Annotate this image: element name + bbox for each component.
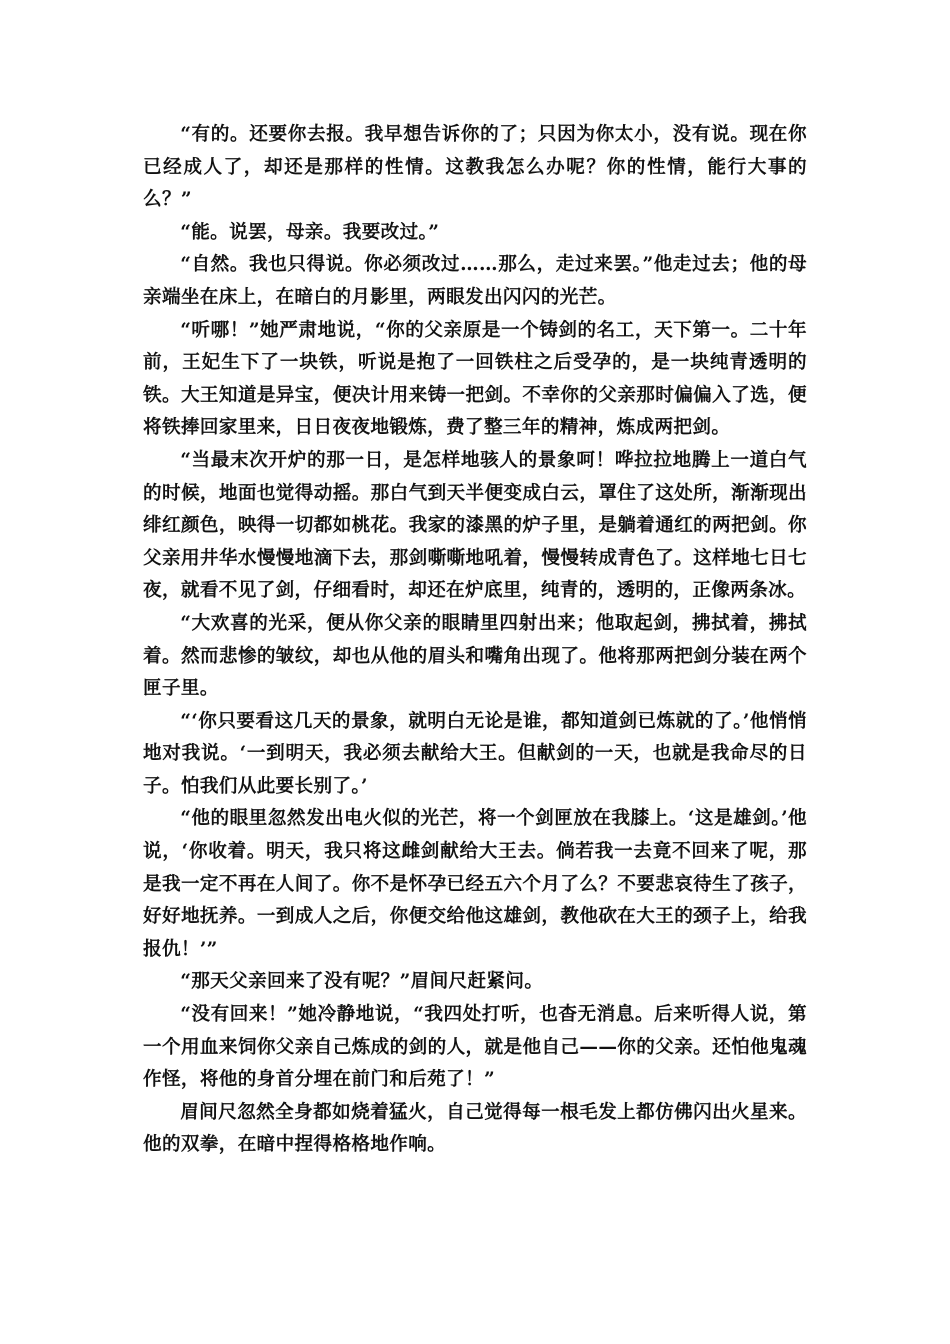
paragraph-6: “大欢喜的光采，便从你父亲的眼睛里四射出来；他取起剑，拂拭着，拂拭着。然而悲惨的皱纹，却也从他的眉头和嘴角出现了。他将那两把剑分装在两个匣子里。 <box>143 612 807 700</box>
paragraph-5: “当最末次开炉的那一日，是怎样地骇人的景象呵！哗拉拉地腾上一道白气的时候，地面也觉得动摇。那白气到天半便变成白云，罩住了这处所，渐渐现出绯红颜色，映得一切都如桃花。我家的漆黑的炉子里，是躺着通红的两把剑。你父亲用井华水慢慢地滴下去，那剑嘶嘶地吼着，慢慢转成青色了。这样地七日七夜，就看不见了剑，仔细看时，却还在炉底里，纯青的，透明的，正像两条冰。 <box>143 449 807 602</box>
document-page <box>143 119 807 1162</box>
paragraph-7: “‘你只要看这几天的景象，就明白无论是谁，都知道剑已炼就的了。’他悄悄地对我说。‘一到明天，我必须去献给大王。但献剑的一天，也就是我命尽的日子。怕我们从此要长别了。’ <box>143 710 807 797</box>
paragraph-8: “他的眼里忽然发出电火似的光芒，将一个剑匣放在我膝上。‘这是雄剑。’他说，‘你收着。明天，我只将这雌剑献给大王去。倘若我一去竟不回来了呢，那是我一定不再在人间了。你不是怀孕已经五六个月了么？不要悲哀待生了孩子，好好地抚养。一到成人之后，你便交给他这雄剑，教他砍在大王的颈子上，给我报仇！’” <box>143 808 807 960</box>
paragraph-10: “没有回来！”她冷静地说，“我四处打听，也杳无消息。后来听得人说，第一个用血来饲你父亲自己炼成的剑的人，就是他自己——你的父亲。还怕他鬼魂作怪，将他的身首分埋在前门和后苑了！” <box>143 1004 807 1091</box>
paragraph-11: 眉间尺忽然全身都如烧着猛火，自己觉得每一根毛发上都仿佛闪出火星来。他的双拳，在暗中捏得格格地作响。 <box>143 1101 807 1156</box>
paragraph-3: “自然。我也只得说。你必须改过……那么，走过来罢。”他走过去；他的母亲端坐在床上，在暗白的月影里，两眼发出闪闪的光芒。 <box>143 254 807 308</box>
paragraph-2: “能。说罢，母亲。我要改过。” <box>180 221 440 243</box>
paragraph-1: “有的。还要你去报。我早想告诉你的了；只因为你太小，没有说。现在你已经成人了，却还是那样的性情。这教我怎么办呢？你的性情，能行大事的么？” <box>143 124 807 211</box>
paragraph-4: “听哪！”她严肃地说，“你的父亲原是一个铸剑的名工，天下第一。二十年前，王妃生下了一块铁，听说是抱了一回铁柱之后受孕的，是一块纯青透明的铁。大王知道是异宝，便决计用来铸一把剑。不幸你的父亲那时偏偏入了选，便将铁捧回家里来，日日夜夜地锻炼，费了整三年的精神，炼成两把剑。 <box>143 319 807 439</box>
paragraph-9: “那天父亲回来了没有呢？”眉间尺赶紧问。 <box>180 971 544 993</box>
